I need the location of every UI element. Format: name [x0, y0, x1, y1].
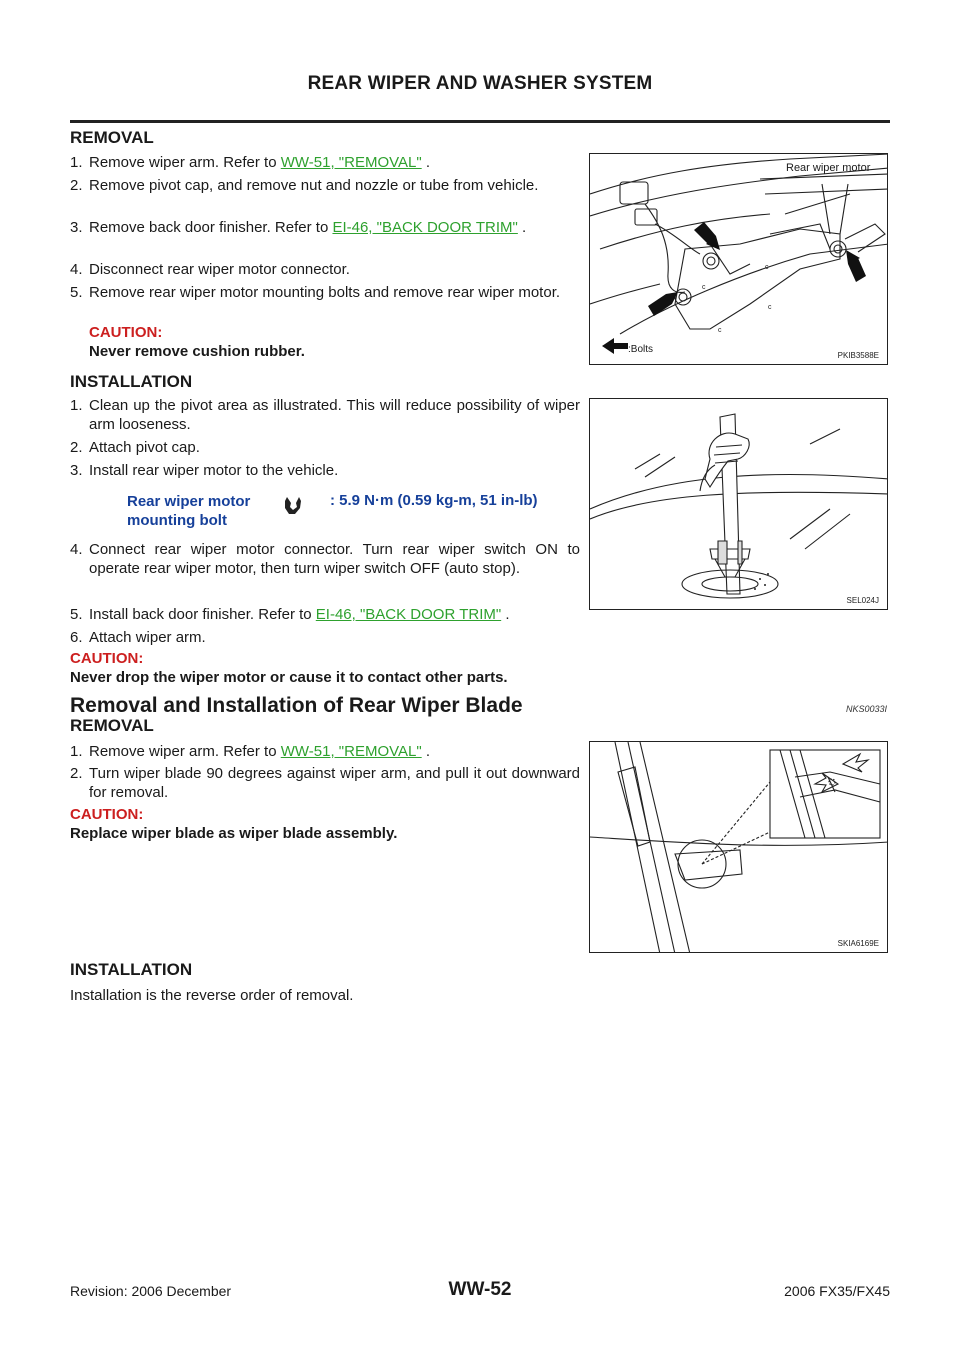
install-step-6: 6. Attach wiper arm. [70, 629, 206, 646]
torque-value: : 5.9 N·m (0.59 kg-m, 51 in-lb) [330, 492, 538, 509]
footer-revision: Revision: 2006 December [70, 1283, 232, 1299]
caution-text-2: Never drop the wiper motor or cause it to contact other parts. [70, 669, 508, 686]
blade-removal-step-2: 2. Turn wiper blade 90 degrees against wiper arm, and pull it out downward for removal. [70, 765, 580, 801]
svg-text:c: c [768, 304, 772, 311]
caution-text-3: Replace wiper blade as wiper blade assembly. [70, 825, 398, 842]
install-step-4: 4. Connect rear wiper motor connector. Turn rear wiper switch ON to operate rear wiper motor, then turn wiper switch OFF (auto stop). [70, 541, 580, 577]
install-step-3: 3. Install rear wiper motor to the vehicle. [70, 462, 339, 479]
removal-step-1: 1. Remove wiper arm. Refer to WW-51, "REMOVAL" . [70, 154, 431, 171]
removal-step-4: 4. Disconnect rear wiper motor connector. [70, 261, 350, 278]
link-ww-51-removal[interactable]: WW-51, "REMOVAL" [280, 154, 422, 171]
removal-step-5: 5. Remove rear wiper motor mounting bolts and remove rear wiper motor. [70, 284, 561, 301]
install-step-5: 5. Install back door finisher. Refer to EI-46, "BACK DOOR TRIM" . [70, 606, 510, 623]
removal-step-3: 3. Remove back door finisher. Refer to EI-46, "BACK DOOR TRIM" . [70, 219, 527, 236]
pivot-cleaning-illustration [590, 399, 888, 610]
blade-installation-heading: INSTALLATION [70, 960, 193, 979]
caution-label-2: CAUTION: [70, 650, 144, 667]
caution-label: CAUTION: [89, 324, 163, 341]
link-ei-46-back-door-trim-2[interactable]: EI-46, "BACK DOOR TRIM" [315, 606, 502, 623]
svg-text:c: c [702, 284, 706, 291]
install-step-2: 2. Attach pivot cap. [70, 439, 200, 456]
page-number: WW-52 [448, 1279, 512, 1300]
wiper-motor-illustration [590, 154, 888, 365]
header-divider [70, 120, 890, 123]
caution-text: Never remove cushion rubber. [89, 343, 305, 360]
svg-text:c: c [718, 327, 722, 334]
caution-label-3: CAUTION: [70, 806, 144, 823]
blade-removal-heading: REMOVAL [70, 716, 154, 735]
figure-wiper-blade [589, 741, 888, 953]
section-code: NKS0033I [846, 704, 888, 714]
figure-pivot-cleaning [589, 398, 888, 610]
removal-step-2: 2. Remove pivot cap, and remove nut and nozzle or tube from vehicle. [70, 177, 539, 194]
installation-heading: INSTALLATION [70, 372, 193, 391]
svg-text:c: c [765, 264, 769, 271]
label-bolts: :Bolts [628, 344, 654, 355]
torque-wrench-icon [283, 495, 303, 517]
section-title-rear-wiper-blade: Removal and Installation of Rear Wiper Blade [70, 694, 523, 717]
link-ww-51-removal-2[interactable]: WW-51, "REMOVAL" [280, 743, 422, 760]
installation-text: Installation is the reverse order of removal. [70, 987, 354, 1004]
page-header-title: REAR WIPER AND WASHER SYSTEM [307, 73, 653, 94]
removal-heading: REMOVAL [70, 128, 154, 147]
wiper-blade-illustration [590, 742, 888, 953]
figure-code-skia6169e: SKIA6169E [837, 939, 879, 948]
install-step-1: 1. Clean up the pivot area as illustrated. This will reduce possibility of wiper arm looseness. [70, 397, 580, 433]
figure-code-sel024j: SEL024J [846, 596, 879, 605]
torque-label: Rear wiper motor mounting bolt [127, 493, 251, 529]
link-ei-46-back-door-trim[interactable]: EI-46, "BACK DOOR TRIM" [332, 219, 518, 236]
blade-removal-step-1: 1. Remove wiper arm. Refer to WW-51, "REMOVAL" . [70, 743, 431, 760]
footer-model: 2006 FX35/FX45 [784, 1283, 890, 1299]
figure-rear-wiper-motor [589, 153, 888, 365]
figure-code-pkib3588e: PKIB3588E [837, 351, 879, 360]
label-rear-wiper-motor: Rear wiper motor [786, 162, 871, 174]
